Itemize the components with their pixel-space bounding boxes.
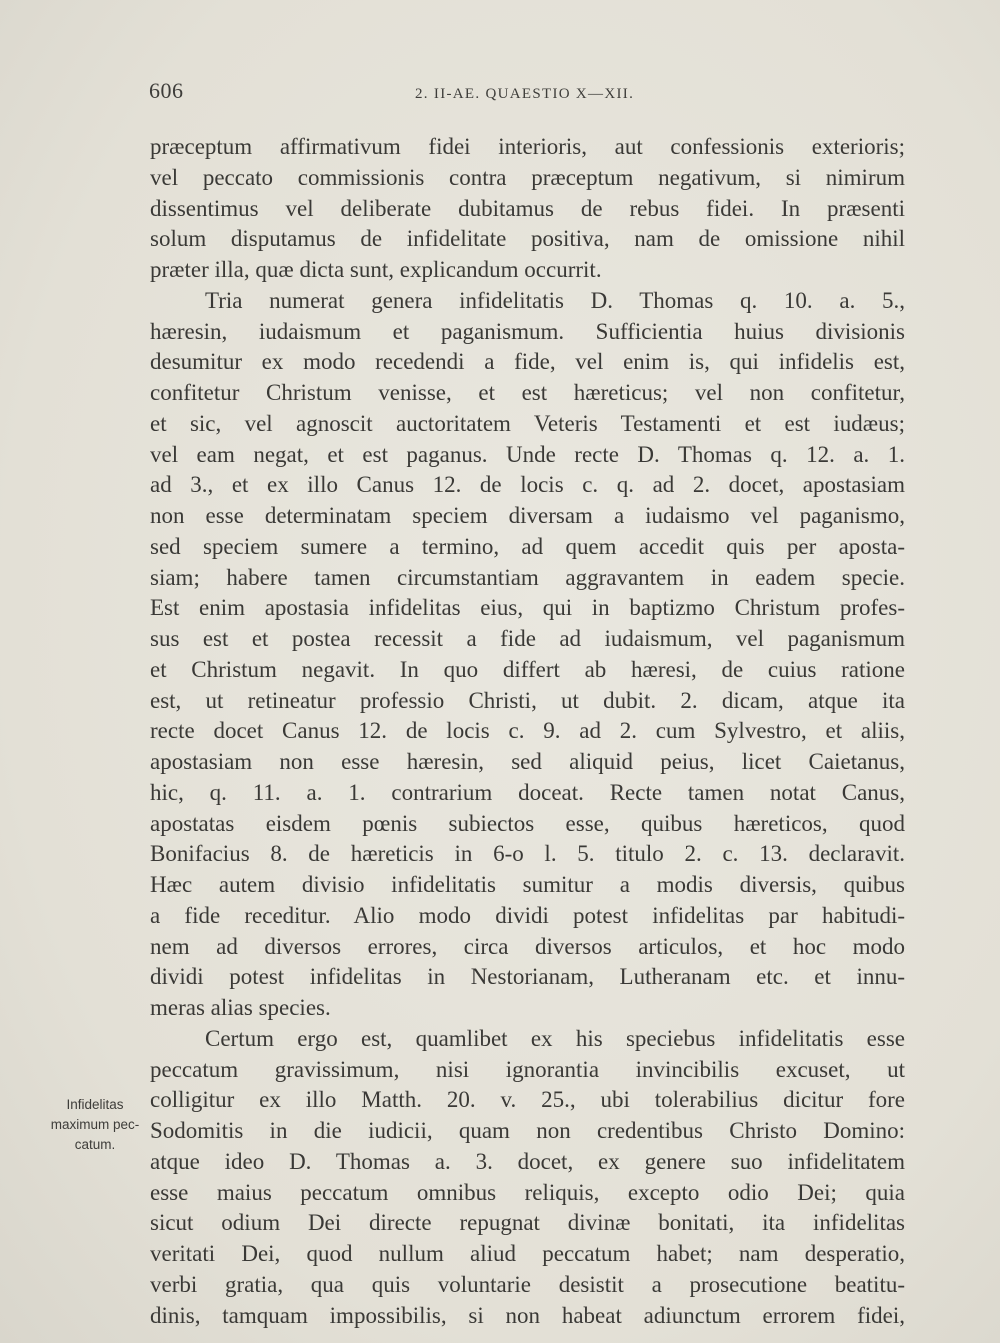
- text-line: sicut odium Dei directe repugnat divinæ bonitati, ita infidelitas: [150, 1210, 905, 1236]
- text-line: peccatum gravissimum, nisi ignorantia invincibilis excuset, ut: [150, 1056, 905, 1082]
- text-line: et Christum negavit. In quo differt ab hæresi, de cuius ratione: [150, 656, 905, 682]
- text-line: Hæc autem divisio infidelitatis sumitur a modis diversis, quibus: [150, 872, 905, 897]
- text-line: sus est et postea recessit a fide ad iudaismum, vel paganismum: [150, 626, 905, 651]
- text-line: colligitur ex illo Matth. 20. v. 25., ubi tolerabilius dicitur fore: [150, 1087, 905, 1113]
- text-line: atque ideo D. Thomas a. 3. docet, ex genere suo infidelitatem: [150, 1148, 905, 1174]
- margin-note-line: maximum pec-: [50, 1117, 140, 1132]
- text-line: ad 3., et ex illo Canus 12. de locis c. q. ad 2. docet, apostasiam: [150, 472, 905, 498]
- text-line: veritati Dei, quod nullum aliud peccatum habet; nam desperatio,: [150, 1241, 905, 1266]
- text-line: siam; habere tamen circumstantiam aggravantem in eadem specie.: [150, 564, 905, 590]
- text-line: præceptum affirmativum fidei interioris, aut confessionis exterioris;: [150, 134, 905, 159]
- text-line: a fide receditur. Alio modo dividi potest infidelitas par habitudi-: [150, 902, 905, 928]
- text-line: apostasiam non esse hæresin, sed aliquid peius, licet Caietanus,: [150, 749, 905, 774]
- text-line: sed speciem sumere a termino, ad quem accedit quis per aposta-: [150, 533, 905, 559]
- text-line: Tria numerat genera infidelitatis D. Thomas q. 10. a. 5.,: [205, 287, 905, 313]
- text-line: Bonifacius 8. de hæreticis in 6-o l. 5. titulo 2. c. 13. declaravit.: [150, 841, 905, 867]
- running-head: 2. II-AE. QUAESTIO X—XII.: [415, 86, 635, 102]
- margin-note-line: Infidelitas: [66, 1097, 124, 1112]
- text-line: Sodomitis in die iudicii, quam non credentibus Christo Domino:: [150, 1118, 905, 1143]
- text-line: dividi potest infidelitas in Nestorianam, Lutheranam etc. et innu-: [150, 964, 905, 990]
- text-line: vel eam negat, et est paganus. Unde recte D. Thomas q. 12. a. 1.: [150, 441, 905, 467]
- text-line: non esse determinatam speciem diversam a iudaismo vel paganismo,: [150, 503, 905, 528]
- text-line: dissentimus vel deliberate dubitamus de rebus fidei. In præsenti: [150, 195, 905, 221]
- text-line: solum disputamus de infidelitate positiva, nam de omissione nihil: [150, 226, 905, 252]
- margin-note-line: catum.: [74, 1137, 116, 1152]
- text-line: præter illa, quæ dicta sunt, explicandum occurrit.: [150, 257, 602, 282]
- text-line: et sic, vel agnoscit auctoritatem Veteris Testamenti et est iudæus;: [150, 410, 905, 436]
- text-line: Certum ergo est, quamlibet ex his speciebus infidelitatis esse: [205, 1025, 905, 1051]
- text-line: est, ut retineatur professio Christi, ut dubit. 2. dicam, atque ita: [150, 687, 905, 713]
- text-line: hæresin, iudaismum et paganismum. Sufficientia huius divisionis: [150, 318, 905, 344]
- page-number: 606: [149, 78, 184, 103]
- text-line: apostatas eisdem pœnis subiectos esse, quibus hæreticos, quod: [150, 810, 905, 836]
- text-line: dinis, tamquam impossibilis, si non habeat adiunctum errorem fidei,: [150, 1302, 905, 1328]
- text-line: esse maius peccatum omnibus reliquis, excepto odio Dei; quia: [150, 1179, 905, 1205]
- text-line: confitetur Christum venisse, et est hæreticus; vel non confitetur,: [150, 380, 905, 405]
- text-line: hic, q. 11. a. 1. contrarium doceat. Recte tamen notat Canus,: [150, 779, 905, 805]
- margin-note: [40, 1095, 150, 1155]
- text-line: recte docet Canus 12. de locis c. 9. ad 2. cum Sylvestro, et aliis,: [150, 718, 905, 744]
- body-text: [150, 132, 905, 1331]
- text-line: verbi gratia, qua quis voluntarie desistit a prosecutione beatitu-: [150, 1271, 905, 1297]
- text-line: vel peccato commissionis contra præceptum negativum, si nimirum: [150, 164, 905, 190]
- text-line: desumitur ex modo recedendi a fide, vel enim is, qui infidelis est,: [150, 349, 905, 375]
- text-line: meras alias species.: [150, 995, 331, 1020]
- text-line: nem ad diversos errores, circa diversos articulos, et hoc modo: [150, 933, 905, 959]
- text-line: Est enim apostasia infidelitas eius, qui in baptizmo Christum profes-: [150, 595, 905, 621]
